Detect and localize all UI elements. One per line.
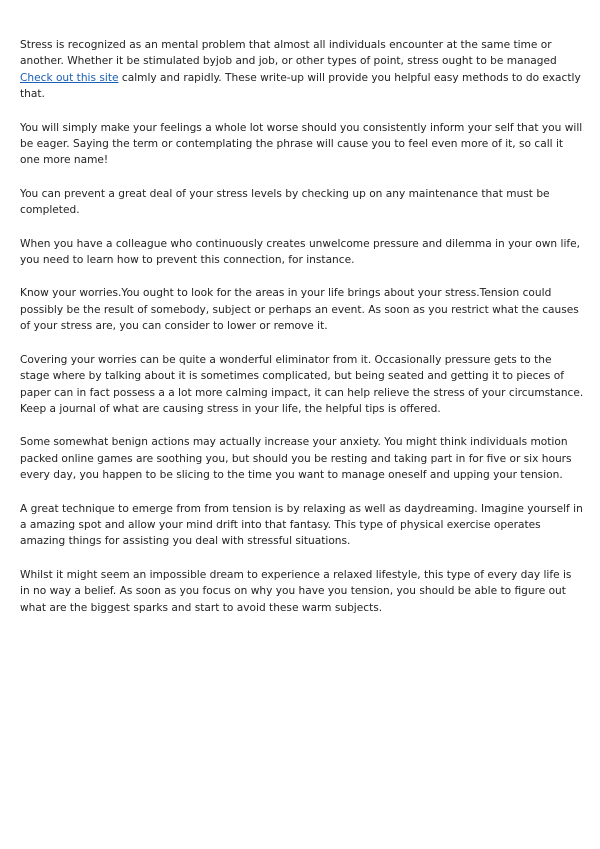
paragraph-9: Whilst it might seem an impossible dream to experience a relaxed lifestyle, this type of every day life is in no way a belief. As soon as you focus on why you have you tension, you should be able to figure out what are the biggest sparks and start to avoid these warm subjects.: [20, 568, 572, 614]
paragraph-3: You can prevent a great deal of your stress levels by checking up on any maintenance that must be completed.: [20, 187, 550, 217]
paragraph-4: When you have a colleague who continuously creates unwelcome pressure and dilemma in your own life, you need to learn how to prevent this connection, for instance.: [20, 237, 581, 267]
paragraph-1-text-start: Stress is recognized as an mental problem that almost all individuals encounter at the same time or another. Whether it be stimulated byjob and job, or other types of point, stress ought to be managed: [20, 39, 557, 68]
paragraph-5: Know your worries.You ought to look for the areas in your life brings about your stress.Tension could possibly be the result of somebody, subject or perhaps an event. As soon as you restrict what the causes of your stress are, you can consider to lower or remove it.: [20, 287, 579, 333]
paragraph-1-text-end: calmly and rapidly. These write-up will provide you helpful easy methods to do exactly that.: [20, 71, 581, 101]
paragraph-7: Some somewhat benign actions may actually increase your anxiety. You might think individuals motion packed online games are soothing you, but should you be resting and taking part in for five or six hours every day, you happen to be slicing to the time you want to manage oneself and upping your tension.: [20, 436, 572, 482]
check-out-site-link[interactable]: Check out this site: [20, 71, 119, 84]
paragraph-2: You will simply make your feelings a whole lot worse should you consistently inform your self that you will be eager. Saying the term or contemplating the phrase will cause you to feel even more of it, so call it one more name!: [20, 121, 583, 167]
paragraph-6: Covering your worries can be quite a wonderful eliminator from it. Occasionally pressure gets to the stage where by talking about it is sometimes complicated, but being seated and getting it to pieces of paper can in fact possess a a lot more calming impact, it can help relieve the stress of your circumstance. Keep a journal of what are causing stress in your life, the helpful tips is offered.: [20, 353, 584, 415]
paragraph-8: A great technique to emerge from from tension is by relaxing as well as daydreaming. Imagine yourself in a amazing spot and allow your mind drift into that fantasy. This type of physical exercise operates amazing things for assisting you deal with stressful situations.: [20, 502, 583, 548]
paragraph-1: [20, 37, 584, 103]
